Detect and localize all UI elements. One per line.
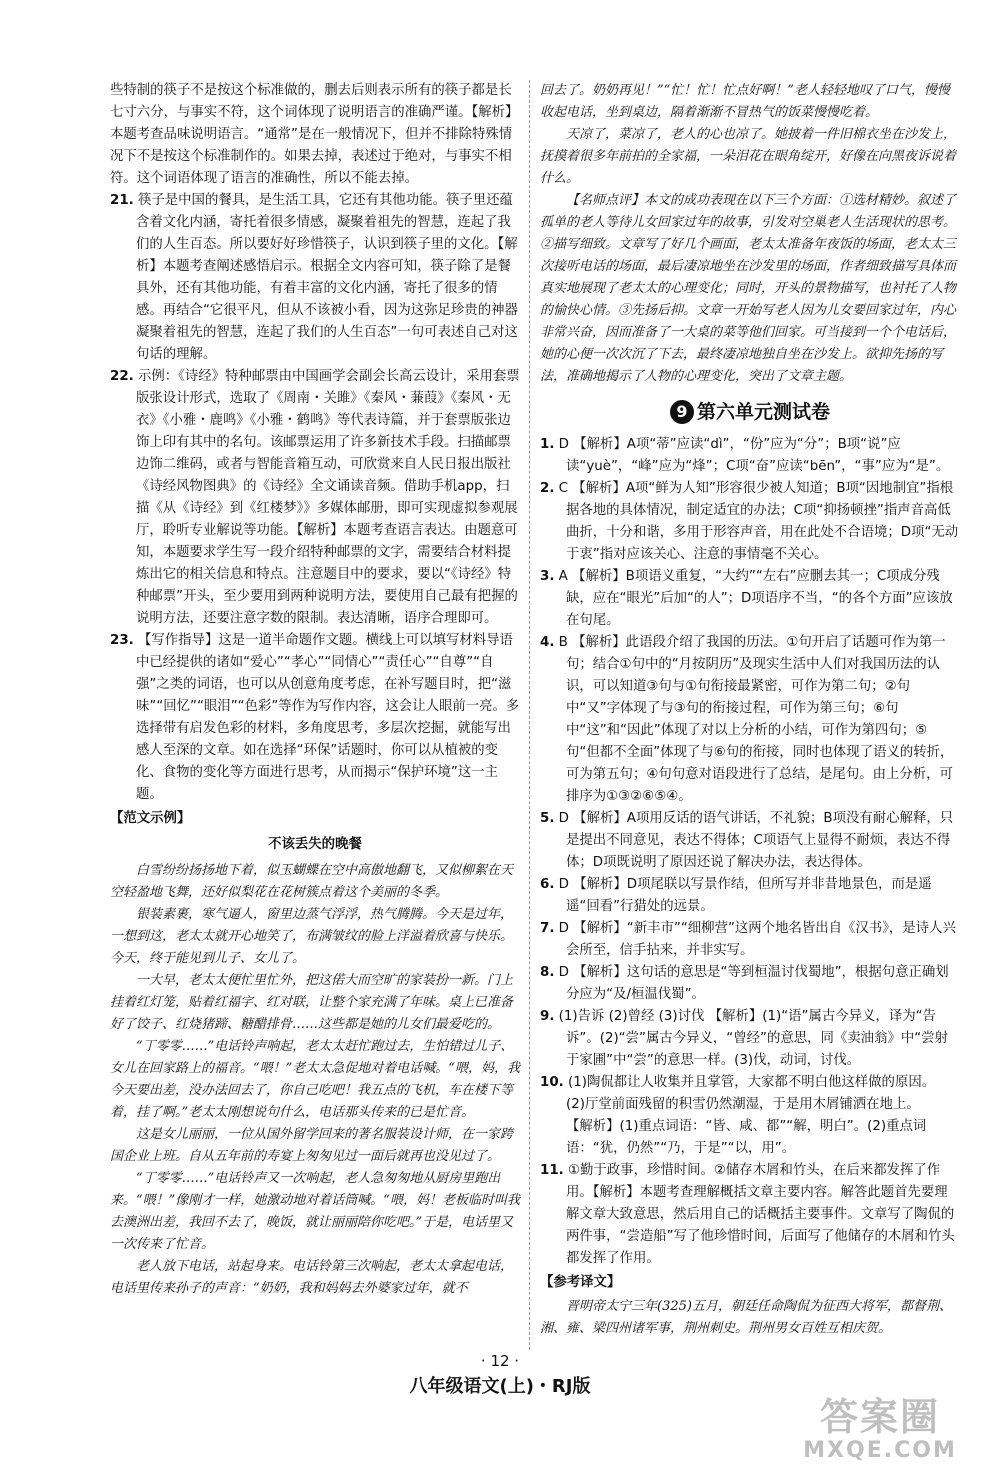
essay-paragraph: “丁零零……”电话铃声又一次响起，老人急匆匆地从厨房里跑出来。“喂！”像刚才一样，她激动地对着话筒喊。“喂，妈！老板临时叫我去澳洲出差，我回不去了，晚饭，就让丽丽陪你吃吧。”于是，电话里又一次传来了忙音。 <box>110 1171 520 1252</box>
answer-item-3 <box>540 566 960 632</box>
item-number: 3. <box>540 569 555 584</box>
item-text: C 【解析】A项“鲜为人知”形容很少被人知道；B项“因地制宜”指根据各地的具体情况，制定适宜的办法；C项“抑扬顿挫”指声音高低曲折，十分和谐，多用于形容声音，用在此处不合语境；D项“无动于衷”指对应该关心、注意的事情毫不关心。 <box>558 481 959 562</box>
answer-item-5 <box>540 808 960 874</box>
teacher-comment: 【名师点评】本文的成功表现在以下三个方面：①选材精妙。叙述了孤单的老人等待儿女回家过年的故事，引发对空巢老人生活现状的思考。②描写细致。文章写了好几个画面，老太太准备年夜饭的场面，老太太三次接听电话的场面，最后凄凉地坐在沙发里的场面，作者细致描写具体而真实地展现了老太太的心理变化；同时，开头的景物描写，也衬托了人物的愉快心情。③先扬后抑。文章一开始写老人因为儿女要回家过年，内心非常兴奋，因而准备了一大桌的菜等他们回家。可当接到一个个电话后，她的心便一次次沉了下去，最终凄凉地独自坐在沙发上。欲抑先扬的写法，准确地揭示了人物的心理变化，突出了文章主题。 <box>540 193 957 384</box>
answer-item-10 <box>540 1072 960 1094</box>
essay-paragraph: 老人放下电话，站起身来。电话铃第三次响起，老太太拿起电话，电话里传来孙子的声音：“奶奶，我和妈妈去外婆家过年，就不 <box>110 1259 514 1296</box>
answer-item-11 <box>540 1160 960 1270</box>
answer-item-1 <box>540 434 960 478</box>
item-text: D 【解析】A项用反话的语气讲话，不礼貌；B项没有耐心解释，只是提出不同意见，表达不得体；C项语气上显得不耐烦，表达不得体；D项既说明了原因还说了解决办法，表达得体。 <box>558 811 954 870</box>
answer-item-8 <box>540 962 960 1006</box>
answer-item-2 <box>540 478 960 566</box>
item-text: D 【解析】D项尾联以写景作结，但所写并非昔地景色，而是遥遥“回看”行猎处的远景。 <box>558 877 932 914</box>
answer-item-22 <box>110 366 520 630</box>
item-number: 11. <box>540 1163 564 1178</box>
essay-paragraph: 天凉了，菜凉了，老人的心也凉了。她披着一件旧棉衣坐在沙发上，抚摸着很多年前拍的全家福，一朵泪花在眼角绽开，好像在向黑夜诉说着什么。 <box>540 127 957 186</box>
grade-info: 八年级语文(上)・RJ版 <box>409 1376 591 1397</box>
essay-paragraph: 银装素裹，寒气逼人，窗里边蒸气浮浮，热气腾腾。今天是过年，一想到这，老太太就开心地笑了，布满皱纹的脸上洋溢着欣喜与快乐。今天，终于能见到儿子、女儿了。 <box>110 907 514 966</box>
item-text: D 【解析】A项“蒂”应读“dì”，“份”应为“分”；B项“说”应读“yuè”，“峰”应为“烽”；C项“奋”应读“bēn”，“事”应为“是”。 <box>558 437 950 474</box>
answer-item-6 <box>540 874 960 918</box>
item-text: ①勤于政事，珍惜时间。②储存木屑和竹头，在后来都发挥了作用。【解析】本题考查理解概括文章主要内容。解答此题首先要理解文章大致意思，然后用自己的话概括主要事件。文章写了陶侃的两件事，“尝造船”写了他珍惜时间，后面写了他储存的木屑和竹头都发挥了作用。 <box>566 1163 955 1266</box>
item-number: 6. <box>540 877 555 892</box>
answer-item-4 <box>540 632 960 808</box>
item-number: 23. <box>110 633 134 648</box>
item-text: (1)陶侃都让人收集并且掌管，大家都不明白他这样做的原因。 <box>568 1075 936 1090</box>
essay-paragraph: 白雪纷纷扬扬地下着，似玉蝴蝶在空中高傲地翻飞，又似柳絮在天空轻盈地飞舞，还好似梨花在花树簇点着这个美丽的冬季。 <box>110 863 514 900</box>
item-subline: (2)厅堂前面残留的积雪仍然潮湿，于是用木屑铺洒在地上。 <box>566 1097 920 1112</box>
watermark-bottom: MXQE.COM <box>803 1438 957 1463</box>
item-number: 2. <box>540 481 555 496</box>
item-number: 5. <box>540 811 555 826</box>
translation-heading: 【参考译文】 <box>540 1275 621 1290</box>
answer-item-21 <box>110 190 520 366</box>
q20-continued: 些特制的筷子不是按这个标准做的，删去后则表示所有的筷子都是长七寸六分，与事实不符，这个词体现了说明语言的准确严谨。【解析】本题考查品味说明语言。“通常”是在一般情况下，但并不排除特殊情况下不是按这个标准制作的。如果去掉，表述过于绝对，与事实不相符。这个词语体现了语言的准确性，所以不能去掉。 <box>110 83 519 186</box>
item-number: 1. <box>540 437 555 452</box>
translation-text: 晋明帝太宁三年(325)五月，朝廷任命陶侃为征西大将军，都督荆、湘、雍、梁四州诸军事，荆州刺史。荆州男女百姓互相庆贺。 <box>540 1299 952 1336</box>
section-number-badge: 9 <box>670 400 694 424</box>
watermark-top: 答案圈 <box>819 1395 940 1439</box>
item-number: 9. <box>540 1009 555 1024</box>
column-divider <box>529 80 530 1350</box>
essay-paragraph: “丁零零……”电话铃声响起，老太太赶忙跑过去，生怕错过儿子、女儿在回家路上的福音。“喂！”老太太急促地对着电话喊。“喂，妈，我今天要出差，没办法回去了，你自己吃吧！我五点的飞机，车在楼下等着，挂了啊。”老太太刚想说句什么，电话那头传来的已是忙音。 <box>110 1039 520 1120</box>
item-text: 示例：《诗经》特种邮票由中国画学会副会长高云设计，采用套票版张设计形式，选取了《周南・关雎》《秦风・蒹葭》《秦风・无衣》《小雅・鹿鸣》《小雅・鹤鸣》等代表诗篇，并于套票版张边饰上印有其中的名句。该邮票运用了许多新技术手段。扫描邮票边饰二维码，或者与智能音箱互动，可欣赏来自人民日报出版社《诗经风物图典》的《诗经》全文诵读音频。借助手机app，扫描《从《诗经》到《红楼梦》》多媒体邮册，即可实现虚拟参观展厅，聆听专业解说等功能。【解析】本题考查语言表达。由题意可知，本题要求学生写一段介绍特种邮票的文字，需要结合材料提炼出它的相关信息和特点。注意题目中的要求，要以“《诗经》特种邮票”开头，至少要用到两种说明方法，要使用自己最有把握的说明方法，还要注意字数的限制。表达清晰，语序合理即可。 <box>136 369 520 626</box>
essay-paragraph: 回去了。奶奶再见！”“忙！忙！忙点好啊！”老人轻轻地叹了口气，慢慢收起电话，坐到桌边，隔着渐渐不冒热气的饭菜慢慢吃着。 <box>540 83 950 120</box>
item-number: 10. <box>540 1075 564 1090</box>
item-number: 21. <box>110 193 134 208</box>
item-text: 筷子是中国的餐具，是生活工具，它还有其他功能。筷子里还蕴含着文化内涵，寄托着很多情感，凝聚着祖先的智慧，连起了我们的人生百态。所以要好好珍惜筷子，认识到筷子里的文化。【解析】本题考查阐述感悟启示。根据全文内容可知，筷子除了是餐具外，还有其他功能，有着丰富的文化内涵，寄托了很多的情感。再结合“它很平凡，但从不该被小看，因为这弥足珍贵的神器凝聚着祖先的智慧，连起了我们的人生百态”一句可表述自己对这句话的理解。 <box>136 193 518 362</box>
item-text: D 【解析】“新丰市”“细柳营”这两个地名皆出自《汉书》，是诗人兴会所至，信手拈来，并非实写。 <box>558 921 956 958</box>
item-number: 4. <box>540 635 555 650</box>
section-title <box>540 400 960 424</box>
answer-item-23 <box>110 630 520 806</box>
item-subline: 【解析】(1)重点词语：“皆、咸、都”“解，明白”。(2)重点词语：“犹，仍然”“乃，于是”“以，用”。 <box>566 1119 927 1156</box>
item-number: 7. <box>540 921 555 936</box>
item-text: 【写作指导】这是一道半命题作文题。横线上可以填写材料导语中已经提供的诸如“爱心”“孝心”“同情心”“责任心”“自尊”“自强”之类的词语，也可以从创意角度考虑，在补写题目时，把“滋味”“回忆”“眼泪”“色彩”等作为写作内容，这会让人眼前一亮。多选择带有启发色彩的材料，多角度思考，多层次挖掘，就能写出感人至深的文章。如在选择“环保”话题时，你可以从植被的变化、食物的变化等方面进行思考，从而揭示“保护环境”这一主题。 <box>136 633 520 802</box>
item-text: (1)告诉 (2)曾经 (3)讨伐 【解析】(1)“语”属古今异义，译为“告诉”。(2)“尝”属古今异义，“曾经”的意思，同《卖油翁》中“尝射于家圃”中“尝”的意思一样。(3)伐，动词，讨伐。 <box>558 1009 948 1068</box>
essay-paragraph: 一大早，老太太便忙里忙外，把这偌大而空旷的家装扮一新。门上挂着红灯笼，贴着红福字、红对联，让整个家充满了年味。桌上已准备好了饺子、红烧猪蹄、糖醋排骨……这些都是她的儿女们最爱吃的。 <box>110 973 514 1032</box>
item-text: B 【解析】此语段介绍了我国的历法。①句开启了话题可作为第一句；结合①句中的“月按阴历”及现实生活中人们对我国历法的认识，可以知道③句与①句衔接最紧密，可作为第二句；②句中“又”字体现了与③句的衔接过程，可作为第三句；⑥句中“这”和“因此”体现了对以上分析的小结，可作为第四句；⑤句“但都不全面”体现了与⑥句的衔接，同时也体现了语义的转折，可为第五句；④句句意对语段进行了总结，是尾句。由上分析，可排序为①③②⑥⑤④。 <box>558 635 954 804</box>
item-number: 22. <box>110 369 134 384</box>
watermark-logo <box>800 1395 960 1470</box>
item-number: 8. <box>540 965 555 980</box>
answer-item-7 <box>540 918 960 962</box>
essay-title: 不该丢失的晚餐 <box>268 837 362 852</box>
right-column <box>540 80 960 1340</box>
essay-paragraph: 这是女儿丽丽，一位从国外留学回来的著名服装设计师，在一家跨国企业上班。自从五年前的寿宴上匆匆见过一面后就再也没见过了。 <box>110 1127 514 1164</box>
left-column <box>110 80 520 1300</box>
item-text: A 【解析】B项语义重复，“大约”“左右”应删去其一；C项成分残缺，应在“眼光”后加“的人”；D项语序不当，“的各个方面”应该放在句尾。 <box>558 569 953 628</box>
answer-item-9 <box>540 1006 960 1072</box>
page-number: · 12 · <box>480 1352 520 1370</box>
section-title-text: 第六单元测试卷 <box>696 401 830 423</box>
essay-heading: 【范文示例】 <box>110 811 191 826</box>
item-text: D 【解析】这句话的意思是“等到桓温讨伐蜀地”，根据句意正确划分应为“及/桓温伐蜀”。 <box>558 965 949 1002</box>
